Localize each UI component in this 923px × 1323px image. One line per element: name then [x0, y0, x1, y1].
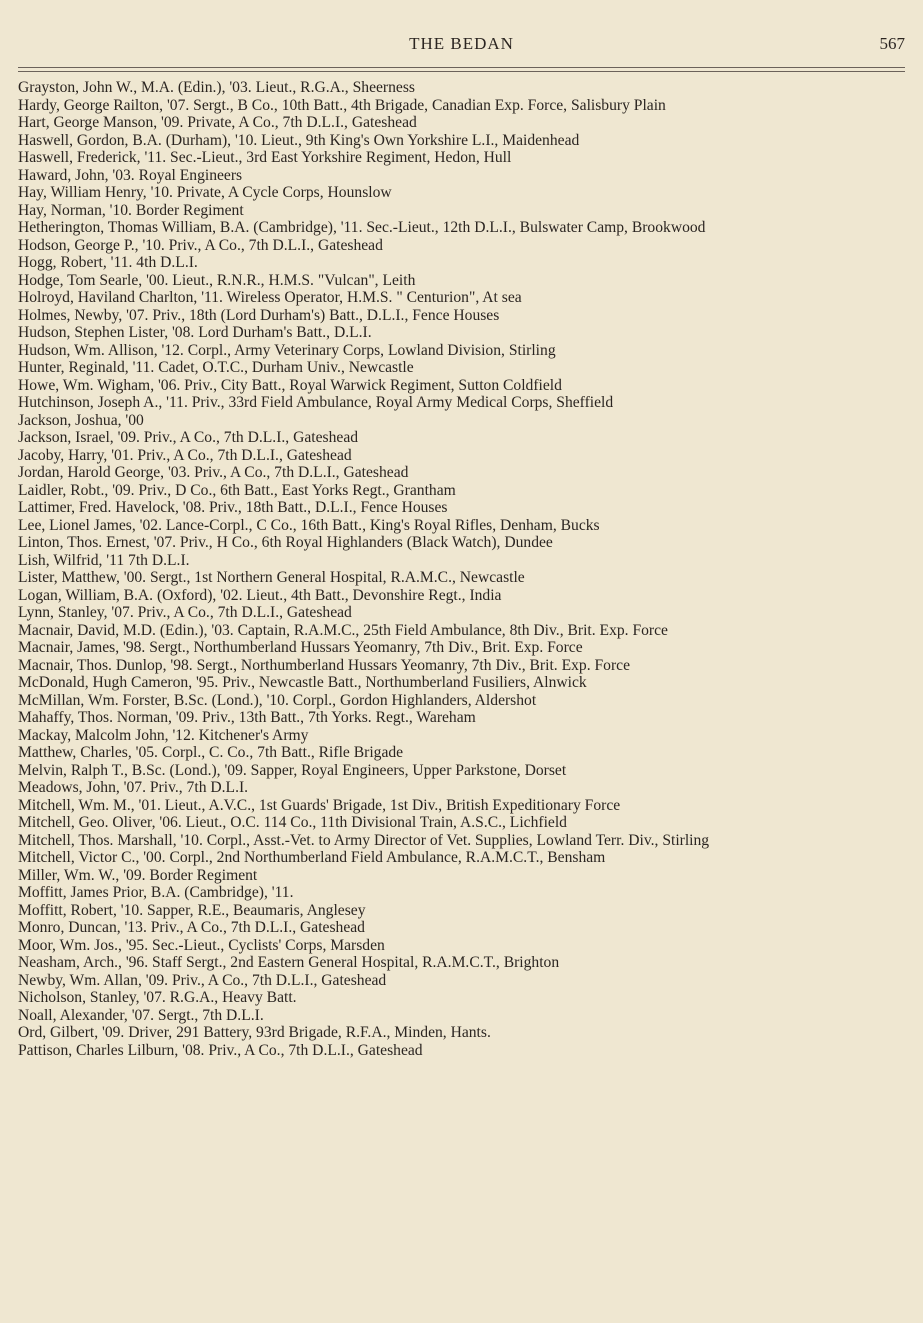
roll-entry: Moffitt, Robert, '10. Sapper, R.E., Beaumaris, Anglesey [18, 901, 366, 919]
roll-entry: Hodson, George P., '10. Priv., A Co., 7th D.L.I., Gateshead [18, 236, 383, 254]
page-title: THE BEDAN [409, 34, 514, 53]
roll-entry: Hodge, Tom Searle, '00. Lieut., R.N.R., H.M.S. "Vulcan", Leith [18, 271, 416, 289]
roll-entry: Holmes, Newby, '07. Priv., 18th (Lord Durham's) Batt., D.L.I., Fence Houses [18, 306, 500, 324]
roll-entry: Haward, John, '03. Royal Engineers [18, 166, 243, 184]
roll-entry: Grayston, John W., M.A. (Edin.), '03. Lieut., R.G.A., Sheerness [18, 79, 415, 96]
roll-entry: Macnair, Thos. Dunlop, '98. Sergt., Northumberland Hussars Yeomanry, 7th Div., Brit. Exp. Force [18, 656, 631, 674]
roll-entry: Meadows, John, '07. Priv., 7th D.L.I. [18, 779, 249, 796]
roll-entry: Hart, George Manson, '09. Private, A Co., 7th D.L.I., Gateshead [18, 114, 417, 131]
roll-entry: Pattison, Charles Lilburn, '08. Priv., A Co., 7th D.L.I., Gateshead [18, 1041, 423, 1059]
roll-entry: Moffitt, James Prior, B.A. (Cambridge), '11. [18, 884, 294, 901]
roll-entry: Neasham, Arch., '96. Staff Sergt., 2nd Eastern General Hospital, R.A.M.C.T., Brighton [18, 954, 560, 971]
roll-entry: Lee, Lionel James, '02. Lance-Corpl., C Co., 16th Batt., King's Royal Rifles, Denham, Bucks [18, 516, 600, 534]
roll-entry: Mitchell, Wm. M., '01. Lieut., A.V.C., 1st Guards' Brigade, 1st Div., British Expeditionary Force [18, 796, 621, 814]
roll-entry: Mitchell, Geo. Oliver, '06. Lieut., O.C. 114 Co., 11th Divisional Train, A.S.C., Lichfield [18, 814, 567, 831]
roll-entry: Hay, William Henry, '10. Private, A Cycle Corps, Hounslow [18, 184, 392, 201]
roll-entry: Hunter, Reginald, '11. Cadet, O.T.C., Durham Univ., Newcastle [18, 359, 414, 376]
roll-entry: Mackay, Malcolm John, '12. Kitchener's Army [18, 726, 309, 744]
roll-entry: Holroyd, Haviland Charlton, '11. Wireless Operator, H.M.S. " Centurion", At sea [18, 289, 522, 306]
roll-entry: McDonald, Hugh Cameron, '95. Priv., Newcastle Batt., Northumberland Fusiliers, Alnwick [18, 674, 587, 691]
roll-entry: Hutchinson, Joseph A., '11. Priv., 33rd Field Ambulance, Royal Army Medical Corps, Sheffield [18, 394, 614, 411]
roll-entry: Miller, Wm. W., '09. Border Regiment [18, 866, 258, 884]
roll-entry: McMillan, Wm. Forster, B.Sc. (Lond.), '10. Corpl., Gordon Highlanders, Aldershot [18, 691, 537, 709]
roll-entry: Mitchell, Thos. Marshall, '10. Corpl., Asst.-Vet. to Army Director of Vet. Supplies, Lowland Terr. Div., Stirling [18, 831, 710, 849]
roll-entry: Hetherington, Thomas William, B.A. (Cambridge), '11. Sec.-Lieut., 12th D.L.I., Bulswater Camp, Brookwood [18, 219, 706, 236]
roll-entry: Laidler, Robt., '09. Priv., D Co., 6th Batt., East Yorks Regt., Grantham [18, 481, 456, 499]
roll-entry: Macnair, David, M.D. (Edin.), '03. Captain, R.A.M.C., 25th Field Ambulance, 8th Div., Brit. Exp. Force [18, 621, 668, 639]
roll-entry: Linton, Thos. Ernest, '07. Priv., H Co., 6th Royal Highlanders (Black Watch), Dundee [18, 534, 553, 551]
roll-entry: Hudson, Wm. Allison, '12. Corpl., Army Veterinary Corps, Lowland Division, Stirling [18, 341, 556, 359]
roll-entry: Nicholson, Stanley, '07. R.G.A., Heavy Batt. [18, 989, 297, 1006]
roll-entry: Jackson, Israel, '09. Priv., A Co., 7th D.L.I., Gateshead [18, 429, 359, 446]
roll-entry: Macnair, James, '98. Sergt., Northumberland Hussars Yeomanry, 7th Div., Brit. Exp. Force [18, 639, 583, 656]
roll-entry: Howe, Wm. Wigham, '06. Priv., City Batt., Royal Warwick Regiment, Sutton Coldfield [18, 376, 562, 394]
roll-entry: Haswell, Frederick, '11. Sec.-Lieut., 3rd East Yorkshire Regiment, Hedon, Hull [18, 149, 512, 166]
roll-entry: Haswell, Gordon, B.A. (Durham), '10. Lieut., 9th King's Own Yorkshire L.I., Maidenhead [18, 131, 580, 149]
page-header [0, 30, 923, 60]
roll-entry: Monro, Duncan, '13. Priv., A Co., 7th D.L.I., Gateshead [18, 919, 365, 936]
roll-entry: Lister, Matthew, '00. Sergt., 1st Northern General Hospital, R.A.M.C., Newcastle [18, 569, 525, 586]
roll-entry: Lynn, Stanley, '07. Priv., A Co., 7th D.L.I., Gateshead [18, 604, 352, 621]
roll-entry: Mahaffy, Thos. Norman, '09. Priv., 13th Batt., 7th Yorks. Regt., Wareham [18, 709, 476, 726]
page-number: 567 [879, 34, 905, 53]
roll-entry: Matthew, Charles, '05. Corpl., C. Co., 7th Batt., Rifle Brigade [18, 744, 404, 761]
roll-entry: Jackson, Joshua, '00 [18, 411, 144, 429]
roll-entry: Lish, Wilfrid, '11 7th D.L.I. [18, 551, 190, 569]
roll-entry: Logan, William, B.A. (Oxford), '02. Lieut., 4th Batt., Devonshire Regt., India [18, 586, 502, 604]
header-rule-double [18, 71, 905, 72]
roll-entry: Noall, Alexander, '07. Sergt., 7th D.L.I. [18, 1006, 264, 1024]
roll-entry: Ord, Gilbert, '09. Driver, 291 Battery, 93rd Brigade, R.F.A., Minden, Hants. [18, 1024, 491, 1041]
roll-entry: Hardy, George Railton, '07. Sergt., B Co., 10th Batt., 4th Brigade, Canadian Exp. Force, Salisbury Plain [18, 96, 666, 114]
header-rule [18, 67, 905, 68]
roll-entry: Hay, Norman, '10. Border Regiment [18, 201, 244, 219]
roll-entry: Newby, Wm. Allan, '09. Priv., A Co., 7th D.L.I., Gateshead [18, 971, 387, 989]
roll-list [18, 79, 905, 1059]
roll-entry: Melvin, Ralph T., B.Sc. (Lond.), '09. Sapper, Royal Engineers, Upper Parkstone, Dorset [18, 761, 567, 779]
roll-entry: Hogg, Robert, '11. 4th D.L.I. [18, 254, 198, 271]
roll-entry: Moor, Wm. Jos., '95. Sec.-Lieut., Cyclists' Corps, Marsden [18, 936, 385, 954]
roll-entry: Lattimer, Fred. Havelock, '08. Priv., 18th Batt., D.L.I., Fence Houses [18, 499, 448, 516]
roll-entry: Mitchell, Victor C., '00. Corpl., 2nd Northumberland Field Ambulance, R.A.M.C.T., Bensham [18, 849, 606, 866]
roll-entry: Hudson, Stephen Lister, '08. Lord Durham's Batt., D.L.I. [18, 324, 372, 341]
roll-entry: Jacoby, Harry, '01. Priv., A Co., 7th D.L.I., Gateshead [18, 446, 352, 464]
roll-entry: Jordan, Harold George, '03. Priv., A Co., 7th D.L.I., Gateshead [18, 464, 409, 481]
